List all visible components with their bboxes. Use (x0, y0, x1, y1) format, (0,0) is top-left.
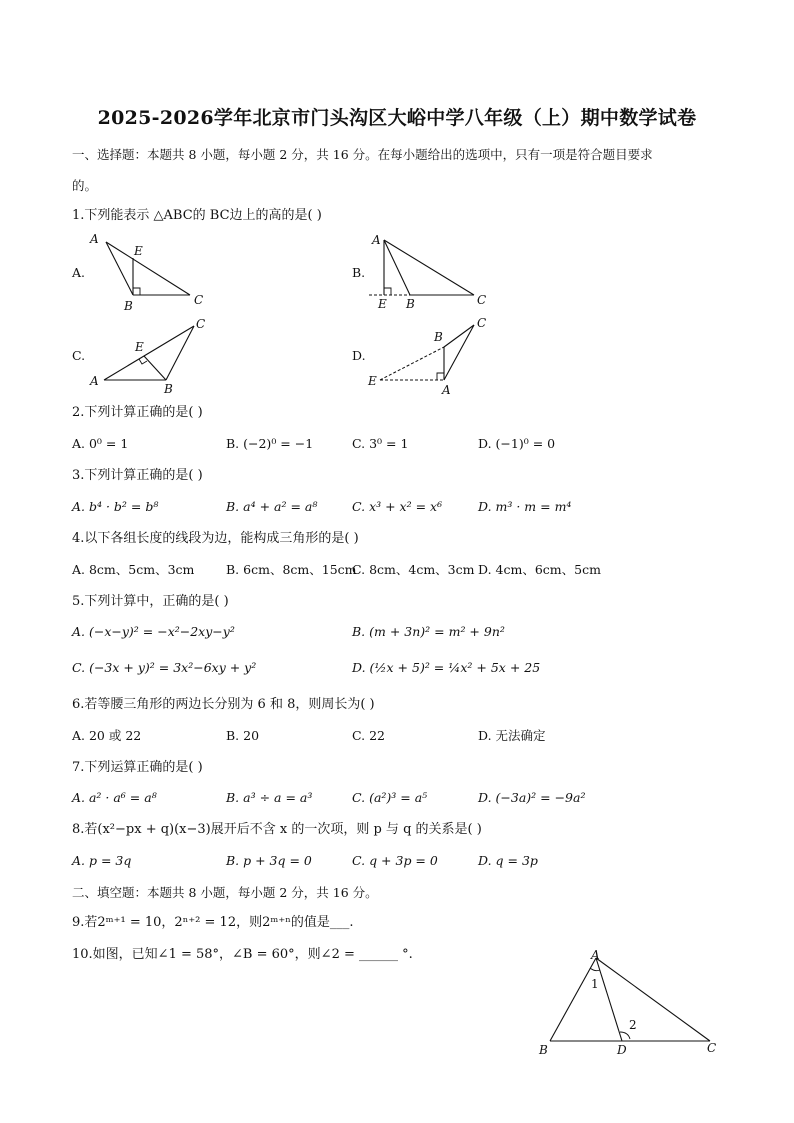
fig-d-label-e: E (368, 374, 377, 388)
q5-option-a[interactable]: A. (−x−y)² = −x²−2xy−y² (72, 624, 235, 639)
q5-stem: 5.下列计算中，正确的是( ) (72, 594, 229, 609)
q4-option-c[interactable]: C. 8cm、4cm、3cm (352, 562, 475, 577)
fig-b-label-c: C (477, 293, 487, 307)
q3-option-d[interactable]: D. m³ · m = m⁴ (478, 499, 572, 514)
fig-a-label-b: B (124, 299, 133, 313)
q7-option-d[interactable]: D. (−3a)² = −9a² (478, 790, 586, 805)
q3-option-a[interactable]: A. b⁴ · b² = b⁸ (72, 499, 159, 514)
fig10-label-c: C (707, 1041, 717, 1055)
q6-option-d[interactable]: D. 无法确定 (478, 728, 546, 743)
fig-d-label-a: A (442, 383, 451, 397)
section2-heading: 二、填空题：本题共 8 小题，每小题 2 分，共 16 分。 (72, 885, 378, 900)
q6-option-a[interactable]: A. 20 或 22 (72, 728, 142, 743)
q8-option-d[interactable]: D. q = 3p (478, 853, 538, 868)
q2-option-a[interactable]: A. 0⁰ = 1 (72, 436, 129, 451)
fig-d-label-c: C (477, 316, 487, 330)
q6-stem: 6.若等腰三角形的两边长分别为 6 和 8，则周长为( ) (72, 697, 375, 712)
q3-option-b[interactable]: B. a⁴ + a² = a⁸ (226, 499, 318, 514)
q1-option-c-label[interactable]: C. (72, 348, 86, 363)
q4-option-b[interactable]: B. 6cm、8cm、15cm (226, 562, 357, 577)
q1-option-a-label[interactable]: A. (72, 265, 86, 280)
q6-option-b[interactable]: B. 20 (226, 728, 260, 743)
q1-option-d-label[interactable]: D. (352, 348, 366, 363)
fig-a-label-c: C (194, 293, 204, 307)
fig10-label-b: B (539, 1043, 548, 1057)
q2-option-c[interactable]: C. 3⁰ = 1 (352, 436, 409, 451)
q7-option-c[interactable]: C. (a²)³ = a⁵ (352, 790, 428, 805)
fig-a-label-e: E (134, 244, 143, 258)
q8-option-c[interactable]: C. q + 3p = 0 (352, 853, 438, 868)
q10-figure (530, 944, 730, 1060)
fig-d-label-b: B (434, 330, 443, 344)
fig-c-label-a: A (90, 374, 99, 388)
q9-stem[interactable]: 9.若2ᵐ⁺¹ = 10，2ⁿ⁺² = 12，则2ᵐ⁺ⁿ的值是___. (72, 915, 354, 930)
fig-c-label-e: E (135, 340, 144, 354)
q1-figure-b[interactable] (364, 228, 499, 313)
page-title: 2025-2026学年北京市门头沟区大峪中学八年级（上）期中数学试卷 (97, 107, 697, 129)
q4-option-d[interactable]: D. 4cm、6cm、5cm (478, 562, 601, 577)
q2-stem: 2.下列计算正确的是( ) (72, 405, 203, 420)
fig-b-label-b: B (406, 297, 415, 311)
q3-stem: 3.下列计算正确的是( ) (72, 468, 203, 483)
section1-heading: 一、选择题：本题共 8 小题，每小题 2 分，共 16 分。在每小题给出的选项中，只有一项是符合题目要求 (72, 147, 653, 162)
fig-b-label-e: E (378, 297, 387, 311)
fig-a-label-a: A (90, 232, 99, 246)
q2-option-d[interactable]: D. (−1)⁰ = 0 (478, 436, 556, 451)
q1-figure-d[interactable] (364, 313, 499, 398)
q1-figure-c[interactable] (86, 313, 221, 398)
q5-option-c[interactable]: C. (−3x + y)² = 3x²−6xy + y² (72, 660, 257, 675)
q7-stem: 7.下列运算正确的是( ) (72, 760, 203, 775)
fig10-angle1-label: 1 (591, 977, 599, 991)
q7-option-a[interactable]: A. a² · a⁶ = a⁸ (72, 790, 157, 805)
q4-option-a[interactable]: A. 8cm、5cm、3cm (72, 562, 195, 577)
fig10-label-d: D (617, 1043, 627, 1057)
fig-c-label-c: C (196, 317, 206, 331)
q5-option-d[interactable]: D. (½x + 5)² = ¼x² + 5x + 25 (352, 660, 541, 675)
q8-stem: 8.若(x²−px + q)(x−3)展开后不含 x 的一次项，则 p 与 q 的关系是( ) (72, 822, 482, 837)
q4-stem: 4.以下各组长度的线段为边，能构成三角形的是( ) (72, 531, 359, 546)
q8-option-b[interactable]: B. p + 3q = 0 (226, 853, 312, 868)
q2-option-b[interactable]: B. (−2)⁰ = −1 (226, 436, 314, 451)
q7-option-b[interactable]: B. a³ ÷ a = a³ (226, 790, 313, 805)
q1-stem: 1.下列能表示 △ABC的 BC边上的高的是( ) (72, 208, 322, 223)
q6-option-c[interactable]: C. 22 (352, 728, 385, 743)
q1-option-b-label[interactable]: B. (352, 265, 366, 280)
fig10-label-a: A (591, 948, 600, 962)
q10-stem[interactable]: 10.如图，已知∠1 = 58°，∠B = 60°，则∠2 = ______ °. (72, 947, 413, 962)
fig10-angle2-label: 2 (629, 1018, 637, 1032)
q3-option-c[interactable]: C. x³ + x² = x⁶ (352, 499, 443, 514)
fig-c-label-b: B (164, 382, 173, 396)
q5-option-b[interactable]: B. (m + 3n)² = m² + 9n² (352, 624, 505, 639)
q8-option-a[interactable]: A. p = 3q (72, 853, 132, 868)
q1-figure-a[interactable] (82, 228, 217, 313)
fig-b-label-a: A (372, 233, 381, 247)
section1-heading-cont: 的。 (72, 178, 98, 193)
